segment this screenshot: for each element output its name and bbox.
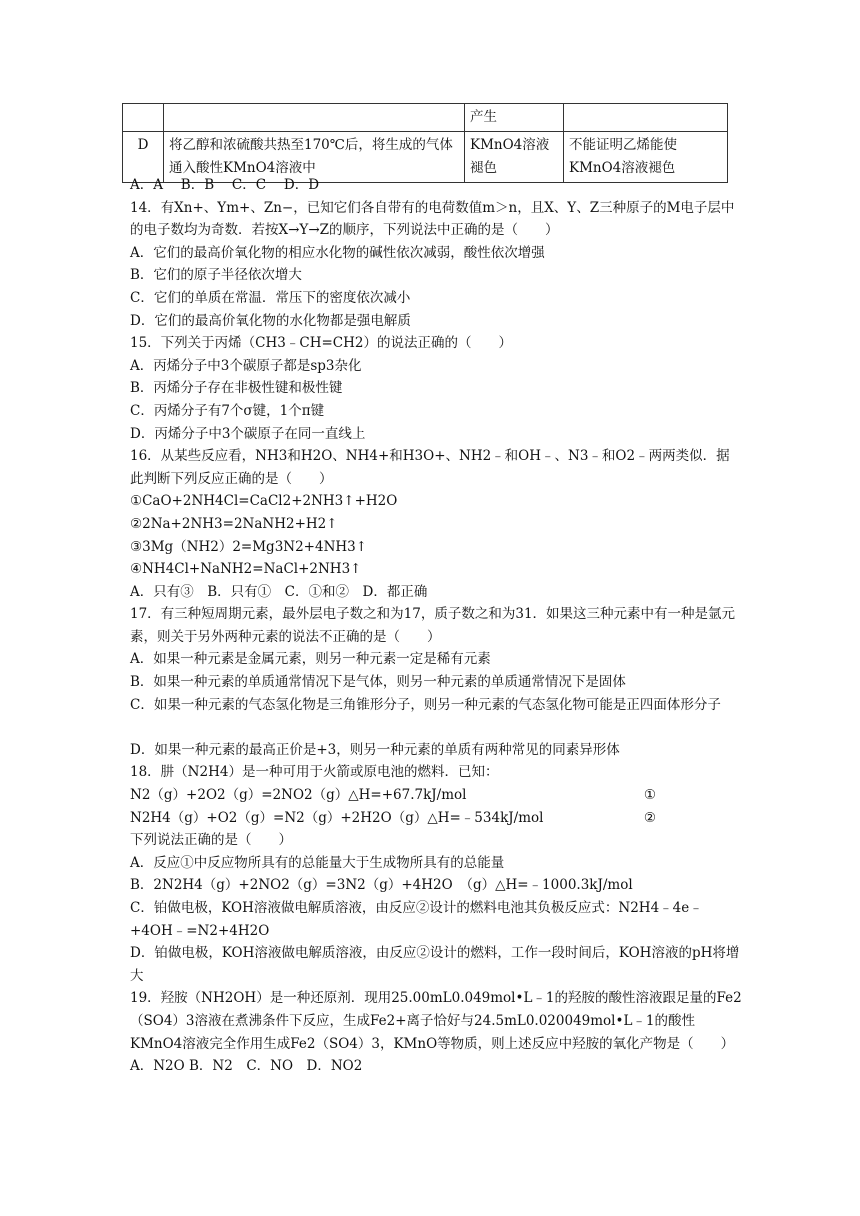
experiment-table bbox=[122, 103, 728, 183]
text-line bbox=[130, 784, 742, 807]
line-text: C．铂做电极，KOH溶液做电解质溶液，由反应②设计的燃料电池其负极反应式：N2H4﹣4e﹣+4OH﹣=N2+4H2O bbox=[130, 900, 703, 939]
text-line bbox=[130, 264, 742, 287]
text-line bbox=[130, 1055, 742, 1078]
line-text: ①CaO+2NH4Cl=CaCl2+2NH3↑+H2O bbox=[130, 493, 398, 510]
line-text: 14．有Xn+、Ym+、Zn−，已知它们各自带有的电荷数值m＞n，且X、Y、Z三种原子的M电子层中的电子数均为奇数．若按X→Y→Z的顺序，下列说法中正确的是（ ） bbox=[130, 199, 735, 239]
text-line bbox=[130, 581, 742, 604]
table-cell: 不能证明乙烯能使KMnO4溶液褪色 bbox=[564, 132, 728, 183]
line-text: 17．有三种短周期元素，最外层电子数之和为17，质子数之和为31．如果这三种元素中有一种是氩元素，则关于另外两种元素的说法不正确的是（ ） bbox=[130, 606, 736, 645]
table-cell: D bbox=[123, 132, 164, 183]
line-text: A．只有③ B．只有① C．①和② D．都正确 bbox=[130, 583, 428, 600]
line-text: C．丙烯分子有7个σ键，1个π键 bbox=[130, 402, 325, 419]
line-text: ④NH4Cl+NaNH2=NaCl+2NH3↑ bbox=[130, 561, 362, 578]
line-text: A．它们的最高价氧化物的相应水化物的碱性依次减弱，酸性依次增强 bbox=[130, 244, 545, 261]
text-line bbox=[130, 242, 742, 265]
line-text: 16．从某些反应看，NH3和H2O、NH4+和H3O+、NH2﹣和OH﹣、N3﹣和O2﹣两两类似．据此判断下列反应正确的是（ ） bbox=[130, 448, 730, 487]
text-line bbox=[130, 332, 742, 355]
line-text: 18．肼（N2H4）是一种可用于火箭或原电池的燃料．已知： bbox=[130, 764, 499, 781]
line-text: D．如果一种元素的最高正价是+3，则另一种元素的单质有两种常见的同素异形体 bbox=[130, 741, 620, 758]
equation-number: ② bbox=[643, 809, 656, 826]
text-line bbox=[130, 852, 742, 875]
text-line bbox=[130, 490, 742, 513]
table-cell: 产生 bbox=[465, 104, 564, 132]
line-text: A．如果一种元素是金属元素，则另一种元素一定是稀有元素 bbox=[130, 651, 491, 668]
line-text: 下列说法正确的是（ ） bbox=[130, 832, 292, 849]
line-text: C．如果一种元素的气态氢化物是三角锥形分子，则另一种元素的气态氢化物可能是正四面体形分子 bbox=[130, 696, 721, 713]
line-text: N2H4（g）+O2（g）=N2（g）+2H2O（g）△H=﹣534kJ/mol bbox=[130, 809, 544, 826]
text-line bbox=[130, 558, 742, 581]
text-line bbox=[130, 174, 742, 197]
line-text: ②2Na+2NH3=2NaNH2+H2↑ bbox=[130, 515, 338, 532]
table-cell: 将乙醇和浓硫酸共热至170℃后，将生成的气体通入酸性KMnO4溶液中 bbox=[164, 132, 465, 183]
text-line bbox=[130, 829, 742, 852]
text-line bbox=[130, 445, 742, 490]
line-text: D．它们的最高价氧化物的水化物都是强电解质 bbox=[130, 312, 411, 329]
table-cell bbox=[123, 104, 164, 132]
text-line bbox=[130, 807, 742, 830]
line-text: B．它们的原子半径依次增大 bbox=[130, 267, 302, 284]
text-line bbox=[130, 694, 742, 739]
table-cell: KMnO4溶液褪色 bbox=[465, 132, 564, 183]
text-line bbox=[130, 897, 742, 942]
line-text: B．如果一种元素的单质通常情况下是气体，则另一种元素的单质通常情况下是固体 bbox=[130, 674, 626, 691]
line-text: A．反应①中反应物所具有的总能量大于生成物所具有的总能量 bbox=[130, 854, 505, 871]
equation-number: ① bbox=[643, 787, 656, 804]
line-text: C．它们的单质在常温．常压下的密度依次减小 bbox=[130, 289, 411, 306]
line-text: A．A B．B C．C D．D bbox=[130, 177, 320, 193]
line-text: 15．下列关于丙烯（CH3﹣CH=CH2）的说法正确的（ ） bbox=[130, 335, 512, 352]
text-line bbox=[130, 355, 742, 378]
text-line bbox=[130, 648, 742, 671]
line-text: N2（g）+2O2（g）=2NO2（g）△H=+67.7kJ/mol bbox=[130, 787, 467, 804]
table-cell bbox=[164, 104, 465, 132]
text-line bbox=[130, 739, 742, 762]
table-cell bbox=[564, 104, 728, 132]
question-text bbox=[130, 174, 742, 1078]
line-text: A．N2O B．N2 C．NO D．NO2 bbox=[130, 1058, 363, 1075]
text-line bbox=[130, 513, 742, 536]
text-line bbox=[130, 423, 742, 446]
text-line bbox=[130, 671, 742, 694]
line-text: D．铂做电极，KOH溶液做电解质溶液，由反应②设计的燃料，工作一段时间后，KOH溶液的pH将增大 bbox=[130, 945, 740, 984]
line-text: B．丙烯分子存在非极性键和极性键 bbox=[130, 380, 343, 397]
text-line bbox=[130, 377, 742, 400]
text-line bbox=[130, 761, 742, 784]
text-line bbox=[130, 874, 742, 897]
line-text: A．丙烯分子中3个碳原子都是sp3杂化 bbox=[130, 357, 362, 374]
line-text: D．丙烯分子中3个碳原子在同一直线上 bbox=[130, 425, 366, 442]
line-text: 19．羟胺（NH2OH）是一种还原剂．现用25.00mL0.049mol•L﹣1的羟胺的酸性溶液跟足量的Fe2（SO4）3溶液在煮沸条件下反应，生成Fe2+离子恰好与24.5mL0.020049mol•L﹣1的酸性KMnO4溶液完全作用生成Fe2（SO4）3，KMnO等物质，则上述反应中羟胺的氧化产物是（ ） bbox=[130, 990, 742, 1052]
text-line bbox=[130, 310, 742, 333]
text-line bbox=[130, 197, 742, 242]
text-line bbox=[130, 536, 742, 559]
text-line bbox=[130, 603, 742, 648]
line-text: B．2N2H4（g）+2NO2（g）=3N2（g）+4H2O （g）△H=﹣1000.3kJ/mol bbox=[130, 877, 633, 894]
table-row bbox=[123, 104, 728, 132]
text-line bbox=[130, 942, 742, 987]
text-line bbox=[130, 987, 742, 1055]
text-line bbox=[130, 287, 742, 310]
line-text: ③3Mg（NH2）2=Mg3N2+4NH3↑ bbox=[130, 538, 368, 555]
text-line bbox=[130, 400, 742, 423]
